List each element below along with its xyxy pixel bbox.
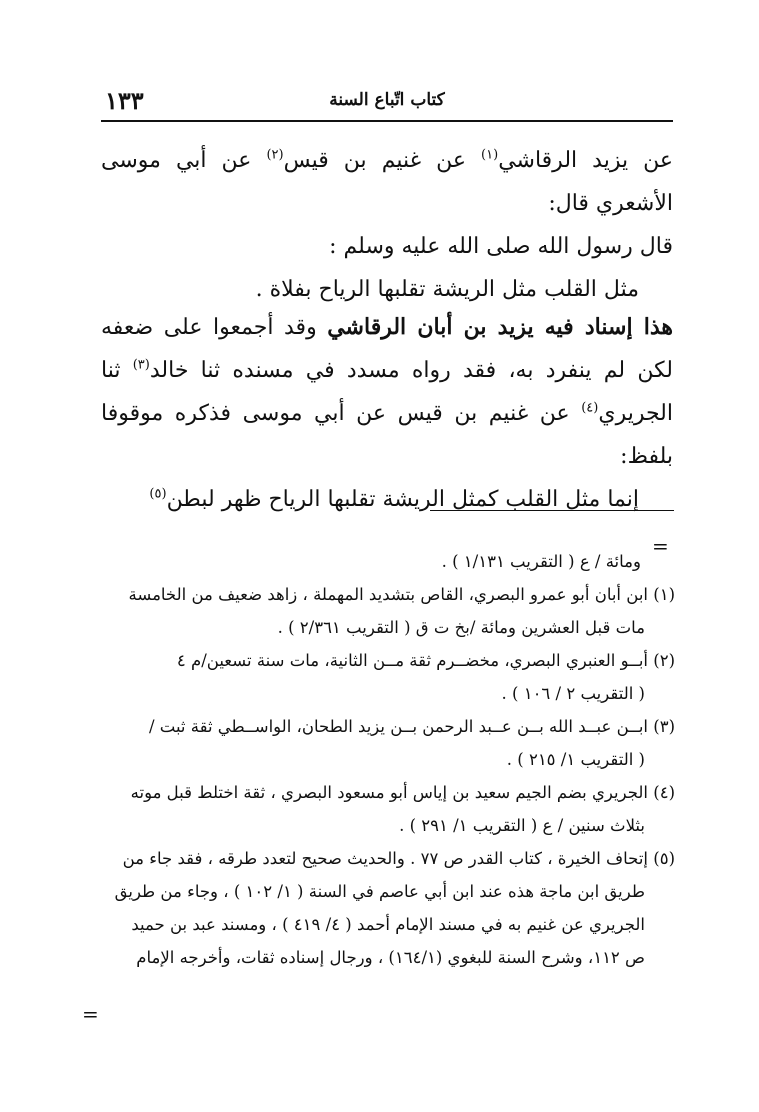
hadith-text: إنما مثل القلب كمثل الريشة تقلبها الرياح ظهر لبطن	[166, 487, 639, 512]
footnote-5-cont: ص ١١٢، وشرح السنة للبغوي (١٦٤/١) ، ورجال إسناده ثقات، وأخرجه الإمام	[136, 948, 645, 967]
footnote-ref-3[interactable]: (٣)	[132, 357, 150, 373]
text-fragment: عن يزيد الرقاشي	[498, 148, 673, 173]
footnote-ref-4[interactable]: (٤)	[581, 400, 599, 416]
continuation-mark: =	[652, 534, 669, 558]
footnote-5: (٥) إتحاف الخيرة ، كتاب القدر ص ٧٧ . والحديث صحيح لتعدد طرقه ، فقد جاء من	[122, 849, 675, 868]
footnote-4: (٤) الجريري بضم الجيم سعيد بن إياس أبو مسعود البصري ، ثقة اختلط قبل موته	[130, 783, 675, 802]
text-fragment: عن أبي موسى الأشعري قال:	[101, 148, 673, 216]
continuation-mark-bottom: =	[82, 1002, 99, 1026]
footnote-1-cont: مات قبل العشرين ومائة /بخ ت ق ( التقريب ٢/٣٦١ ) .	[277, 618, 645, 637]
opening-paragraph	[101, 139, 673, 311]
footnote-2: (٢) أبــو العنبري البصري، مخضــرم ثقة مــن الثانية، مات سنة تسعين/م ٤	[176, 651, 675, 670]
commentary-paragraph	[101, 306, 673, 521]
footnote-5-cont: الجريري عن غنيم به في مسند الإمام أحمد ( ٤/ ٤١٩ ) ، ومسند عبد بن حميد	[131, 915, 645, 934]
isnad-statement: هذا إسناد فيه يزيد بن أبان الرقاشي	[327, 314, 673, 340]
footnote-3: (٣) ابــن عبــد الله بــن عــبد الرحمن بــن يزيد الطحان، الواســطي ثقة ثبت /	[148, 717, 675, 736]
text-line: قال رسول الله صلى الله عليه وسلم :	[329, 234, 673, 259]
footnote-continuation: ومائة / ع ( التقريب ١/١٣١ ) .	[441, 552, 641, 571]
footnote-ref-1[interactable]: (١)	[481, 147, 499, 163]
page-header	[101, 84, 673, 122]
text-fragment: عن غنيم بن قيس	[283, 148, 482, 173]
text-fragment: ثنا الجريري	[101, 358, 673, 426]
text-line	[101, 139, 673, 225]
page-number: ١٣٣	[105, 86, 144, 115]
text-fragment: عن غنيم بن قيس عن أبي موسى فذكره موقوفا بلفظ:	[101, 401, 673, 469]
footnote-ref-2[interactable]: (٢)	[266, 147, 284, 163]
footnote-separator	[430, 510, 674, 511]
footnote-4-cont: بثلاث سنين / ع ( التقريب ١/ ٢٩١ ) .	[399, 816, 645, 835]
footnotes-section	[101, 545, 675, 974]
footnote-ref-5[interactable]: (٥)	[149, 486, 167, 502]
footnote-1: (١) ابن أبان أبو عمرو البصري، القاص بتشديد المهملة ، زاهد ضعيف من الخامسة	[128, 585, 675, 604]
footnote-5-cont: طريق ابن ماجة هذه عند ابن أبي عاصم في السنة ( ١/ ١٠٢ ) ، وجاء من طريق	[114, 882, 645, 901]
hadith-text: مثل القلب مثل الريشة تقلبها الرياح بفلاة .	[255, 277, 639, 302]
footnote-2-cont: ( التقريب ٢ / ١٠٦ ) .	[501, 684, 645, 703]
footnote-3-cont: ( التقريب ١/ ٢١٥ ) .	[506, 750, 645, 769]
page-title: كتاب اتّباع السنة	[329, 90, 445, 110]
text-fragment: وقد أجمعوا على ضعفه لكن لم ينفرد به، فقد رواه مسدد في مسنده ثنا خالد	[101, 315, 673, 383]
